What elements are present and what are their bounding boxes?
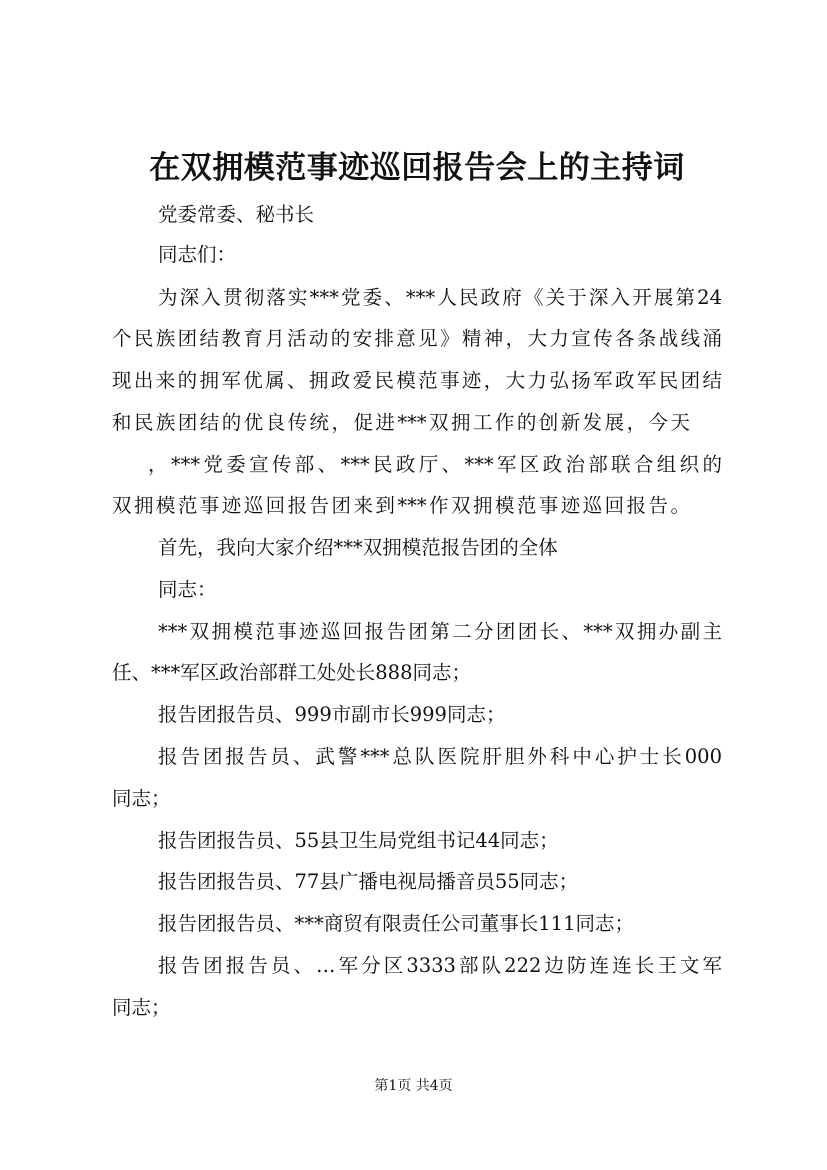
member-line: 报告团报告员、***商贸有限责任公司董事长111同志； [158, 912, 634, 935]
member-line: 报告团报告员、武警***总队医院肝胆外科中心护士长000 [158, 745, 722, 768]
paragraph-line: 和民族团结的优良传统，促进***双拥工作的创新发展，今天 [112, 411, 690, 434]
member-line: 任、***军区政治部群工处处长888同志； [112, 661, 471, 684]
salutation-line: 同志们： [158, 243, 237, 266]
paragraph-line: 现出来的拥军优属、拥政爱民模范事迹，大力弘扬军政军民团结 [112, 369, 722, 392]
member-line: 报告团报告员、999市副市长999同志； [158, 703, 506, 726]
member-line: 同志； [112, 787, 171, 810]
paragraph-line: 首先，我向大家介绍***双拥模范报告团的全体 [158, 536, 558, 559]
member-line: 报告团报告员、…军分区3333部队222边防连连长王文军 [158, 954, 722, 977]
paragraph-line: 为深入贯彻落实***党委、***人民政府《关于深入开展第24 [158, 286, 722, 309]
paragraph-line: 同志： [158, 578, 217, 601]
author-line: 党委常委、秘书长 [158, 203, 315, 226]
page-footer: 第1页 共4页 [374, 1078, 453, 1094]
member-line: 同志； [112, 996, 171, 1019]
member-line: ***双拥模范事迹巡回报告团第二分团团长、***双拥办副主 [158, 620, 722, 643]
member-line: 报告团报告员、77县广播电视局播音员55同志； [158, 870, 579, 893]
member-line: 报告团报告员、55县卫生局党组书记44同志； [158, 829, 559, 852]
document-title: 在双拥模范事迹巡回报告会上的主持词 [149, 150, 685, 186]
paragraph-line: ，***党委宣传部、***民政厅、***军区政治部联合组织的 [148, 453, 722, 476]
paragraph-line: 个民族团结教育月活动的安排意见》精神，大力宣传各条战线涌 [112, 327, 722, 350]
paragraph-line: 双拥模范事迹巡回报告团来到***作双拥模范事迹巡回报告。 [112, 494, 690, 517]
